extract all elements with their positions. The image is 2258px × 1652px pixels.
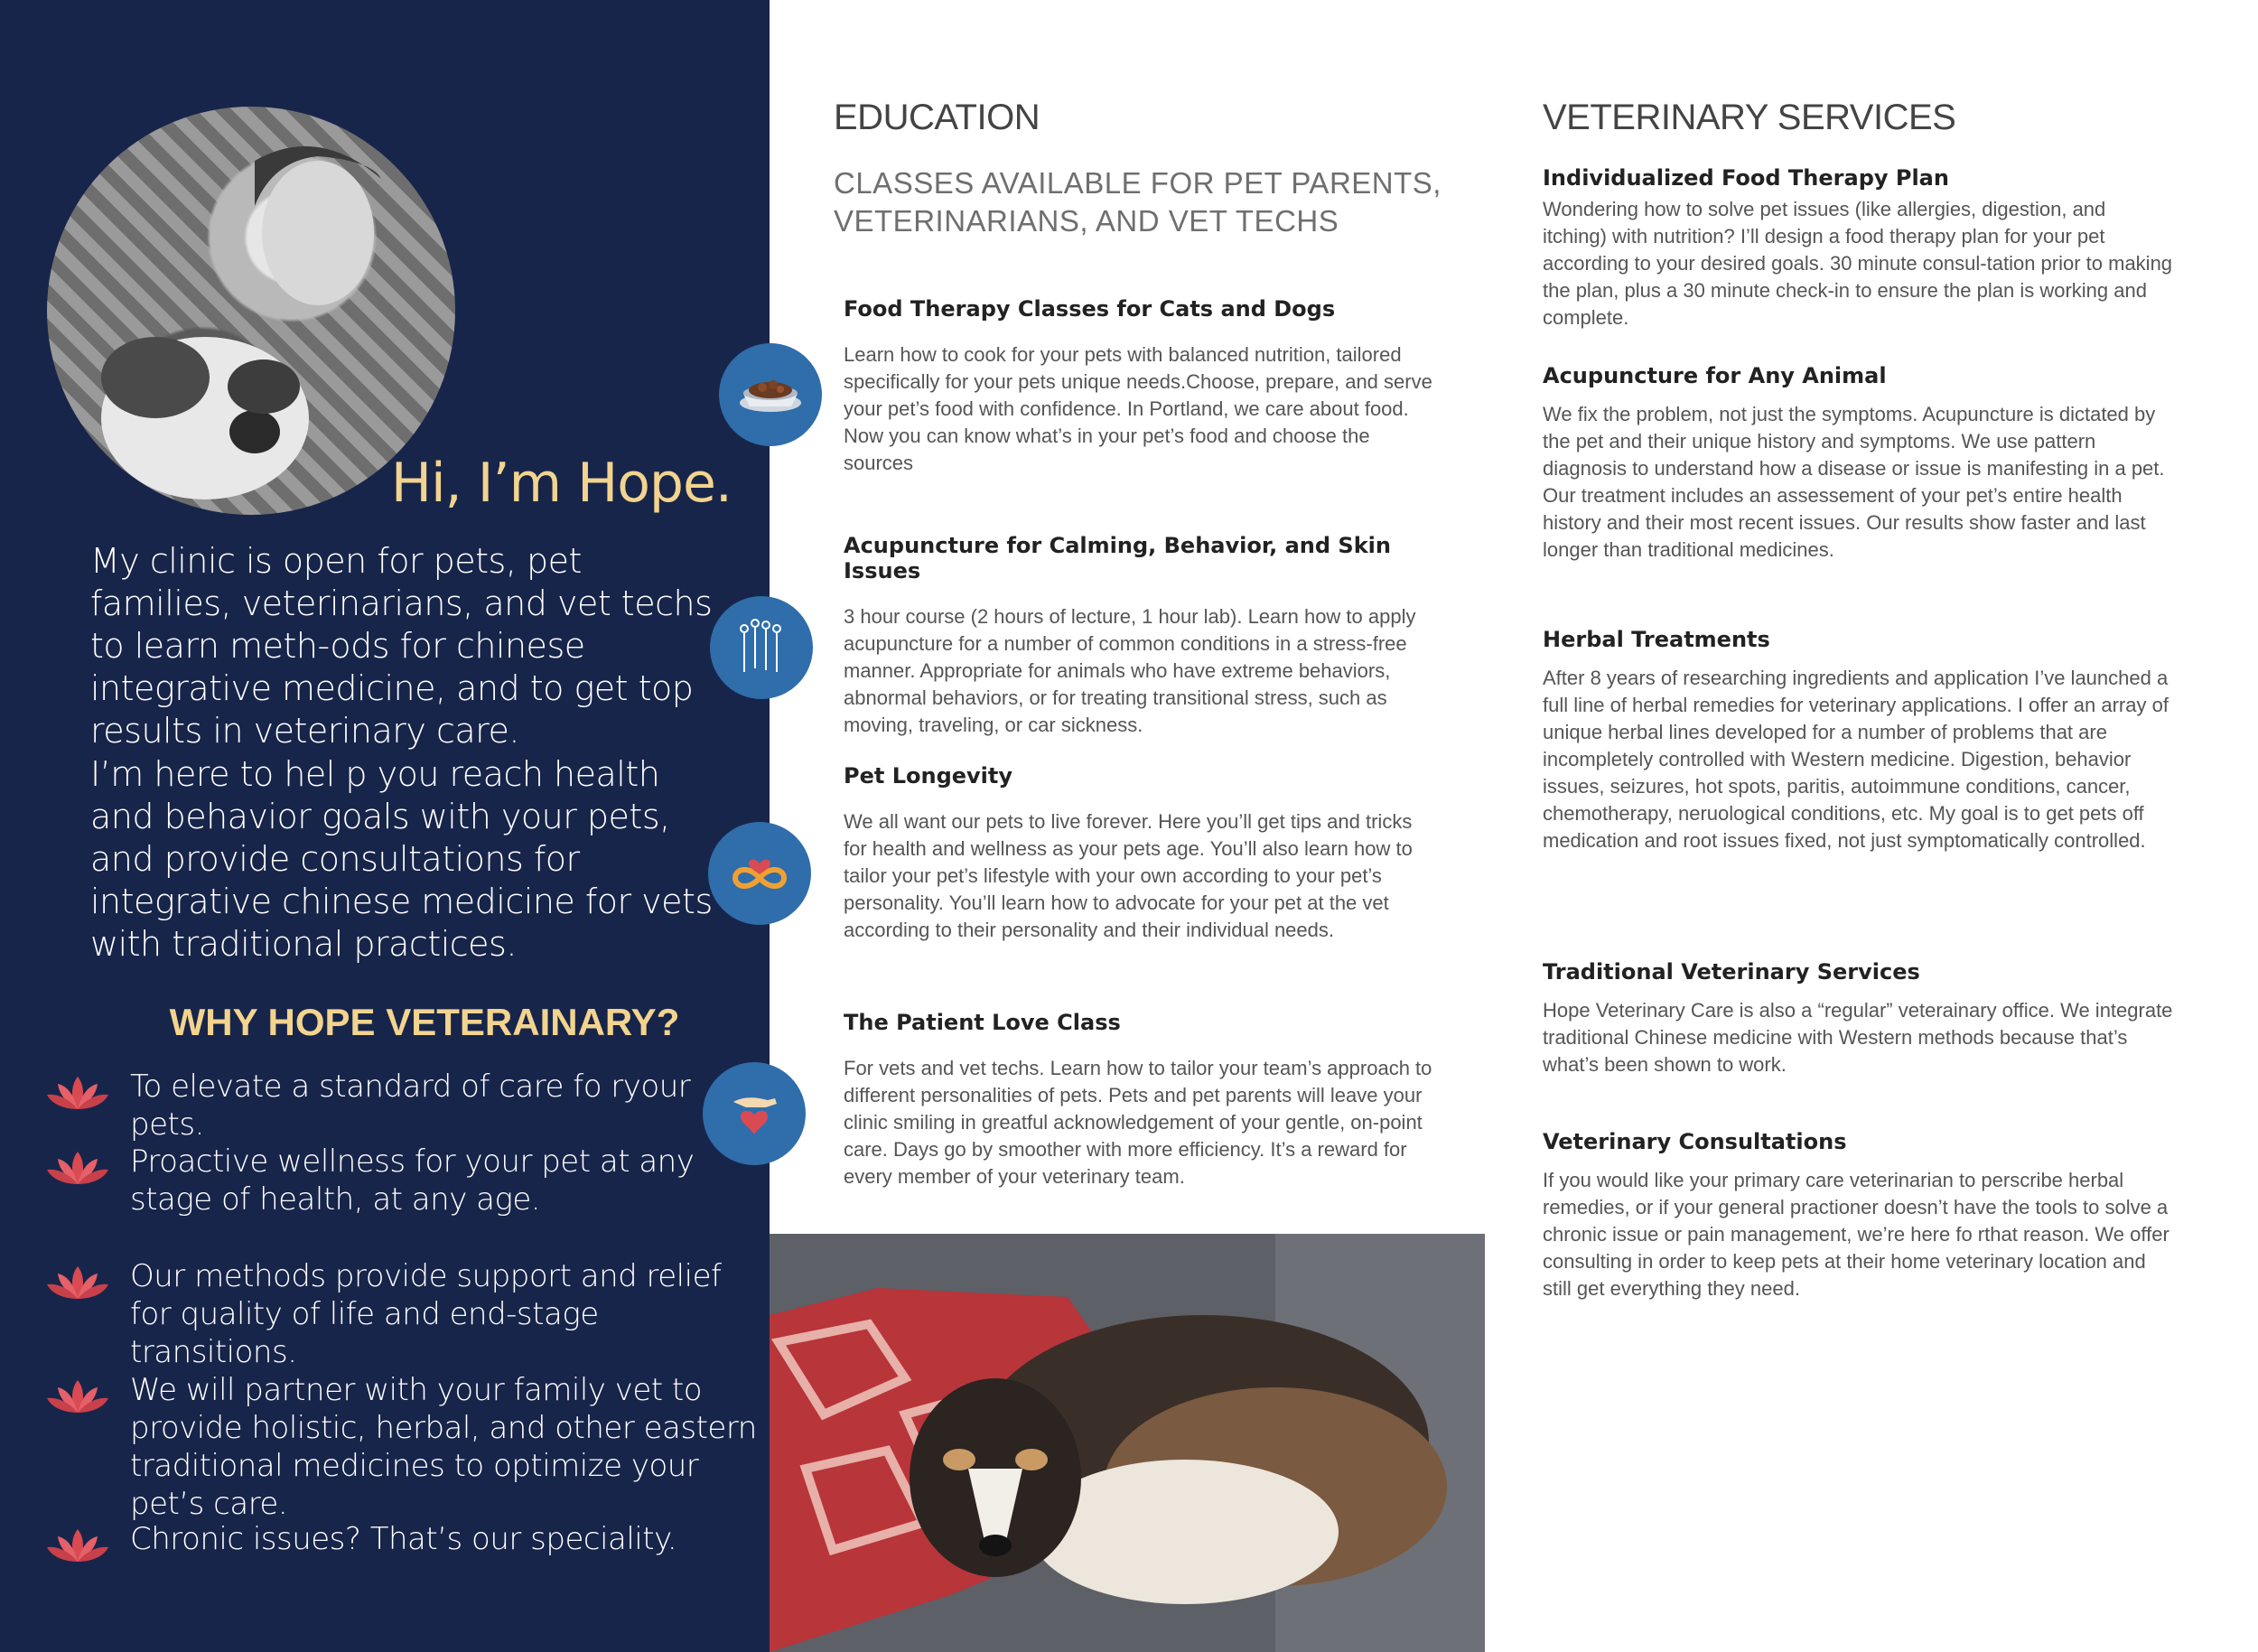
service-food-therapy-plan	[1543, 165, 2175, 331]
course-title: Acupuncture for Calming, Behavior, and Skin Issues	[844, 533, 1391, 583]
course-food-therapy	[844, 296, 1440, 477]
service-body: Hope Veterinary Care is also a “regular” veterainary office. We integrate traditional Chinese medicine with Western methods because that’s what’s been shown to work.	[1543, 999, 2173, 1076]
why-bullet	[45, 1143, 768, 1218]
course-title: Pet Longevity	[844, 763, 1013, 789]
course-pet-longevity	[844, 763, 1440, 944]
bullet-text: Proactive wellness for your pet at any stage of health, at any age.	[130, 1143, 695, 1218]
course-body: We all want our pets to live forever. Here you’ll get tips and tricks for health and wellness as your pets age. You’ll also learn how to tailor your pet’s lifestyle with your own according to your pet’s personality. You’ll learn how to advocate for your pet at the vet according to their personality and their individual needs.	[844, 810, 1413, 941]
why-heading: WHY HOPE VETERAINARY?	[169, 1001, 680, 1043]
left-panel	[0, 0, 770, 1652]
bullet-text: We will partner with your family vet to provide holistic, herbal, and other eastern traditional medicines to optimize your pet’s care.	[130, 1372, 757, 1522]
bullet-text: To elevate a standard of care fo ryour pets.	[130, 1069, 691, 1143]
course-body: 3 hour course (2 hours of lecture, 1 hour lab). Learn how to apply acupuncture for a number of common conditions in a stress-free manner. Appropriate for animals who have extreme behaviors, abnormal behaviors, or for treating transitional stress, such as moving, traveling, or car sickness.	[844, 605, 1416, 736]
education-title: EDUCATION	[834, 98, 1040, 137]
sleeping-dog-photo	[770, 1234, 1485, 1652]
food-bowl-icon	[719, 343, 822, 446]
lotus-icon	[45, 1148, 110, 1188]
service-title: Acupuncture for Any Animal	[1543, 363, 1887, 388]
services-title: VETERINARY SERVICES	[1543, 98, 1956, 137]
infinity-heart-icon	[708, 822, 811, 925]
greeting-heading: Hi, I’m Hope.	[390, 452, 732, 515]
course-patient-love	[844, 1010, 1440, 1190]
service-traditional	[1543, 959, 2175, 1078]
service-title: Individualized Food Therapy Plan	[1543, 165, 1949, 191]
service-body: If you would like your primary care veterinarian to perscribe herbal remedies, or if your general practioner doesn’t have the tools to solve a chronic issue or pain management, we’re here fo rthat reason. We offer consulting in order to keep pets at their home veterinary location and still get everything they need.	[1543, 1169, 2169, 1300]
why-bullet	[45, 1520, 768, 1565]
service-body: Wondering how to solve pet issues (like allergies, digestion, and itching) with nutrition? I’ll design a food therapy plan for your pet according to your desired goals. 30 minute consul-tation prior to making the plan, plus a 30 minute check-in to ensure the plan is working and complete.	[1543, 198, 2173, 329]
course-body: For vets and vet techs. Learn how to tailor your team’s approach to different personalities of pets. Pets and pet parents will leave your clinic smiling in greatful acknowledgement of your gentle, on-point care. Days go by smoother with more efficiency. It’s a reward for every member of your veterinary team.	[844, 1057, 1432, 1188]
acupuncture-needles-icon	[710, 596, 813, 699]
lotus-icon	[45, 1263, 110, 1302]
lotus-icon	[45, 1377, 110, 1416]
service-title: Traditional Veterinary Services	[1543, 959, 1920, 985]
intro-paragraph: My clinic is open for pets, pet families, veterinarians, and vet techs to learn meth-ods for chinese integrative medicine, and to get top results in veterinary care.	[90, 541, 713, 751]
lotus-icon	[45, 1526, 110, 1565]
course-body: Learn how to cook for your pets with balanced nutrition, tailored specifically for your pets unique needs.Choose, prepare, and serve your pet’s food with confidence. In Portland, we care about food. Now you can know what’s in your pet’s food and choose the sources	[844, 343, 1432, 474]
course-title: Food Therapy Classes for Cats and Dogs	[844, 296, 1336, 322]
service-body: We fix the problem, not just the symptoms. Acupuncture is dictated by the pet and their unique history and symptoms. We use pattern diagnosis to understand how a disease or issue is manifesting in a pet. Our treatment includes an assessement of your pet’s entire health history and their most recent issues. Our results show faster and last longer than traditional medicines.	[1543, 403, 2165, 561]
lotus-icon	[45, 1073, 110, 1113]
course-acupuncture	[844, 533, 1440, 739]
why-bullet	[45, 1371, 768, 1523]
education-subtitle: CLASSES AVAILABLE FOR PET PARENTS, VETERINARIANS, AND VET TECHS	[834, 166, 1442, 238]
service-body: After 8 years of researching ingredients and application I’ve launched a full line of herbal remedies for veterinary applications. I offer an array of unique herbal lines developed for a number of problems that are incompletely controlled with Western medicine. Digestion, behavior issues, seizures, hot spots, paritis, autoimmune conditions, cancer, chemotherapy, neruological conditions, etc. My goal is to get pets off medication and root issues fixed, not just symptomatically controlled.	[1543, 667, 2169, 852]
bullet-text: Chronic issues? That’s our speciality.	[130, 1521, 677, 1557]
service-title: Veterinary Consultations	[1543, 1129, 1847, 1154]
intro-paragraph: I’m here to hel p you reach health and behavior goals with your pets, and provide consultations for integrative chinese medicine for vets with traditional practices.	[90, 754, 713, 964]
why-bullet	[45, 1257, 768, 1371]
service-consultations	[1543, 1129, 2175, 1302]
service-acupuncture	[1543, 363, 2175, 564]
service-herbal-treatments	[1543, 627, 2175, 854]
why-bullet	[45, 1068, 768, 1143]
service-title: Herbal Treatments	[1543, 627, 1770, 652]
hand-heart-icon	[703, 1062, 806, 1165]
course-title: The Patient Love Class	[844, 1010, 1121, 1035]
bullet-text: Our methods provide support and relief for quality of life and end-stage transitions.	[130, 1258, 722, 1370]
